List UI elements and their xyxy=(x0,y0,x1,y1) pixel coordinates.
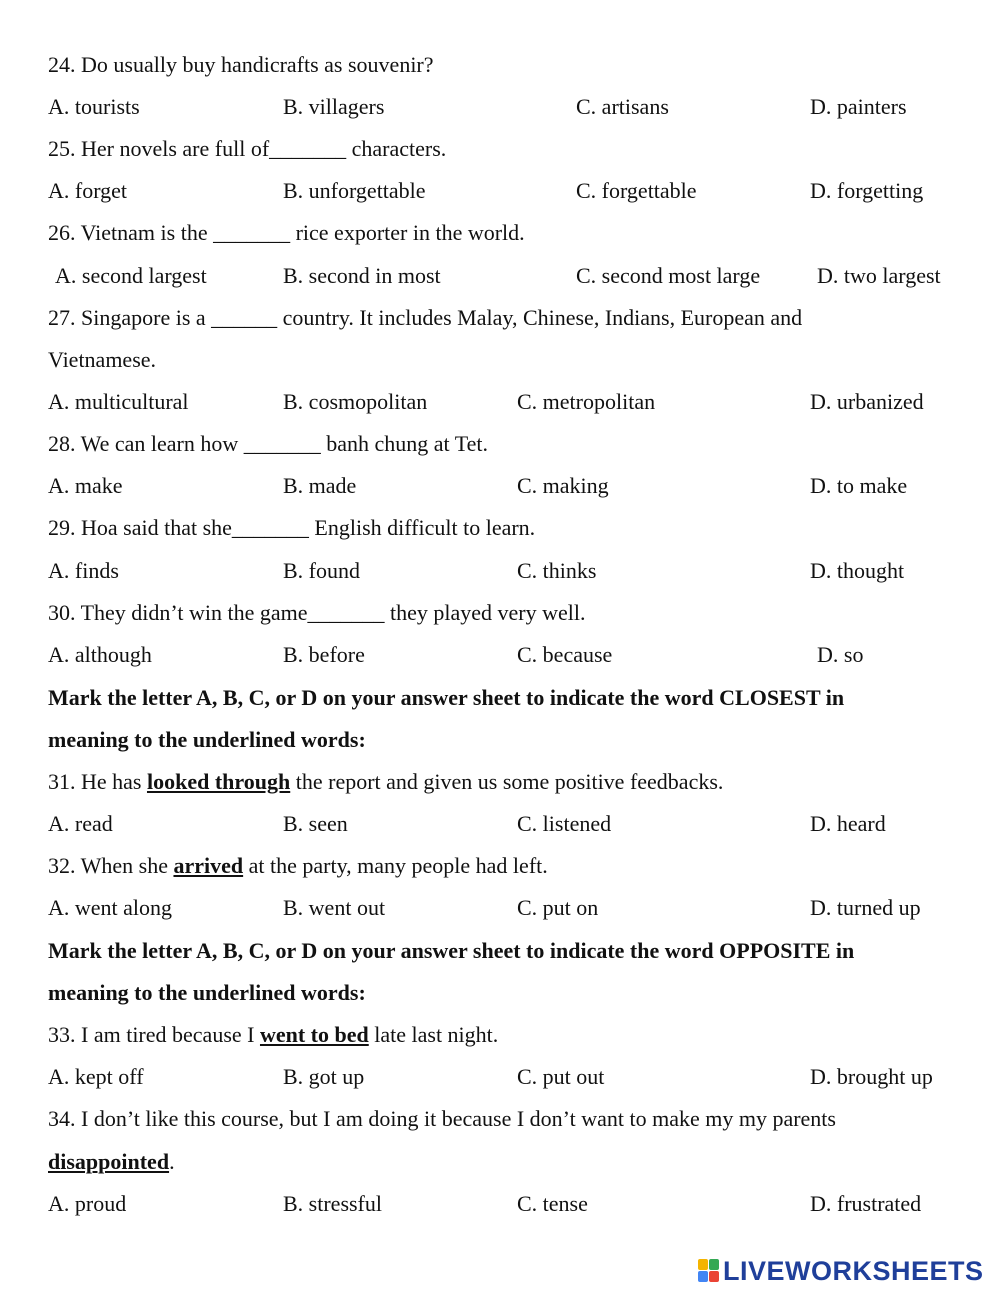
question-33-options xyxy=(48,1063,978,1091)
option-d: D. thought xyxy=(810,558,905,583)
option-c: C. forgettable xyxy=(576,178,697,203)
instruction-opposite-continued: meaning to the underlined words: xyxy=(48,980,366,1005)
question-32-text-pre: 32. When she xyxy=(48,853,174,878)
question-29-stem: 29. Hoa said that she_______ English difficult to learn. xyxy=(48,515,536,540)
option-d: D. forgetting xyxy=(810,178,924,203)
option-b: B. got up xyxy=(283,1064,365,1089)
question-27-stem: 27. Singapore is a ______ country. It includes Malay, Chinese, Indians, European and xyxy=(48,305,803,330)
option-c: C. making xyxy=(517,473,609,498)
instruction-opposite: Mark the letter A, B, C, or D on your answer sheet to indicate the word OPPOSITE in xyxy=(48,938,855,963)
question-33-underlined: went to bed xyxy=(259,1022,369,1047)
option-a: A. proud xyxy=(48,1191,127,1216)
option-d: D. frustrated xyxy=(810,1191,922,1216)
option-c: C. tense xyxy=(517,1191,588,1216)
option-a: A. went along xyxy=(48,895,173,920)
question-31-text-pre: 31. He has xyxy=(48,769,147,794)
option-b: B. before xyxy=(283,642,365,667)
option-c: C. listened xyxy=(517,811,612,836)
option-d: D. painters xyxy=(810,94,907,119)
liveworksheets-logo-text: LIVEWORKSHEETS xyxy=(723,1255,984,1286)
option-c: C. put on xyxy=(517,895,599,920)
question-28-stem: 28. We can learn how _______ banh chung at Tet. xyxy=(48,431,489,456)
option-a: A. make xyxy=(48,473,123,498)
option-d: D. to make xyxy=(810,473,908,498)
question-30-stem: 30. They didn’t win the game_______ they played very well. xyxy=(48,600,586,625)
option-c: C. put out xyxy=(517,1064,605,1089)
question-27-stem-continued: Vietnamese. xyxy=(48,347,157,372)
question-31-underlined: looked through xyxy=(146,769,291,794)
option-a: A. second largest xyxy=(55,263,207,288)
option-a: A. read xyxy=(48,811,113,836)
option-a: A. tourists xyxy=(48,94,140,119)
option-d: D. turned up xyxy=(810,895,921,920)
question-33-text-pre: 33. I am tired because I xyxy=(48,1022,260,1047)
option-b: B. stressful xyxy=(283,1191,382,1216)
question-34-text-post: . xyxy=(169,1149,175,1174)
option-a: A. although xyxy=(48,642,152,667)
question-31-options xyxy=(48,810,978,838)
liveworksheets-logo-icon xyxy=(698,1259,720,1283)
option-b: B. unforgettable xyxy=(283,178,426,203)
question-24-options xyxy=(48,93,978,121)
option-a: A. finds xyxy=(48,558,119,583)
option-c: C. because xyxy=(517,642,613,667)
option-a: A. forget xyxy=(48,178,128,203)
option-d: D. two largest xyxy=(817,263,941,288)
option-a: A. kept off xyxy=(48,1064,144,1089)
question-34-underlined: disappointed xyxy=(48,1149,170,1174)
question-25-options xyxy=(48,177,978,205)
option-a: A. multicultural xyxy=(48,389,189,414)
option-d: D. so xyxy=(817,642,864,667)
question-25-stem: 25. Her novels are full of_______ characters. xyxy=(48,136,447,161)
instruction-closest: Mark the letter A, B, C, or D on your answer sheet to indicate the word CLOSEST in xyxy=(48,685,845,710)
question-31-text-post: the report and given us some positive feedbacks. xyxy=(290,769,724,794)
question-31-stem xyxy=(48,768,978,796)
question-32-stem xyxy=(48,852,978,880)
option-b: B. found xyxy=(283,558,360,583)
question-32-text-post: at the party, many people had left. xyxy=(243,853,548,878)
question-24-stem: 24. Do usually buy handicrafts as souvenir? xyxy=(48,52,434,77)
question-26-stem: 26. Vietnam is the _______ rice exporter in the world. xyxy=(48,220,525,245)
question-33-stem xyxy=(48,1021,978,1049)
question-32-underlined: arrived xyxy=(173,853,244,878)
liveworksheets-logo xyxy=(698,1254,994,1288)
option-b: B. cosmopolitan xyxy=(283,389,428,414)
option-c: C. metropolitan xyxy=(517,389,656,414)
option-b: B. villagers xyxy=(283,94,385,119)
option-b: B. went out xyxy=(283,895,386,920)
option-b: B. seen xyxy=(283,811,348,836)
option-c: C. second most large xyxy=(576,263,761,288)
option-d: D. brought up xyxy=(810,1064,933,1089)
question-29-options xyxy=(48,557,978,585)
question-33-text-post: late last night. xyxy=(368,1022,499,1047)
option-d: D. heard xyxy=(810,811,886,836)
question-34-stem-continued xyxy=(48,1148,978,1176)
option-d: D. urbanized xyxy=(810,389,924,414)
question-28-options xyxy=(48,472,978,500)
question-34-stem: 34. I don’t like this course, but I am doing it because I don’t want to make my my parents xyxy=(48,1106,836,1131)
question-32-options xyxy=(48,894,978,922)
question-34-options xyxy=(48,1190,978,1218)
question-27-options xyxy=(48,388,978,416)
question-30-options xyxy=(48,641,978,669)
option-b: B. second in most xyxy=(283,263,441,288)
option-c: C. artisans xyxy=(576,94,669,119)
question-26-options xyxy=(48,262,978,290)
instruction-closest-continued: meaning to the underlined words: xyxy=(48,727,366,752)
option-b: B. made xyxy=(283,473,357,498)
option-c: C. thinks xyxy=(517,558,597,583)
